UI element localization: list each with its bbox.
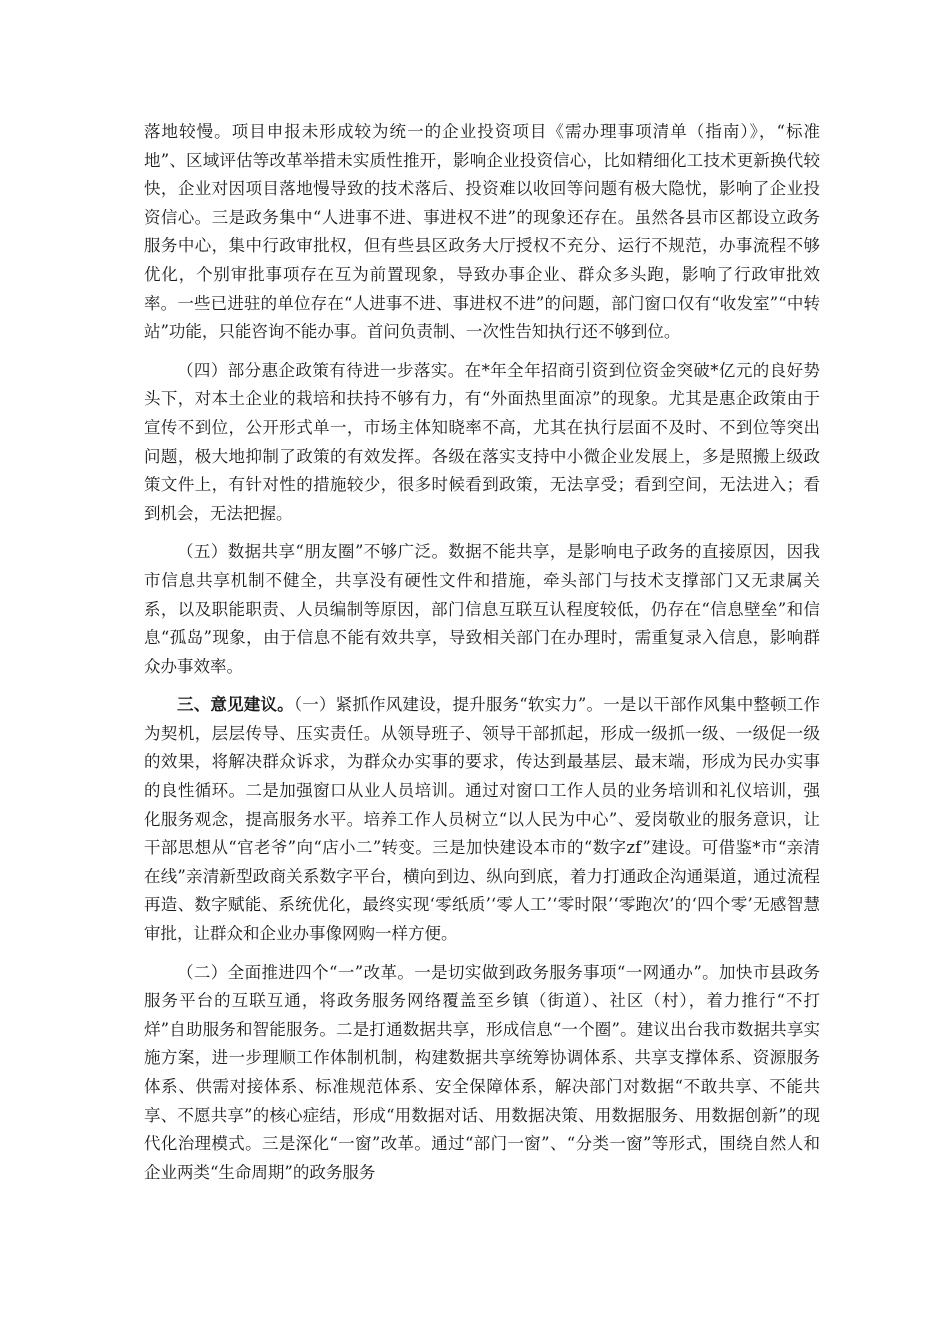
paragraph-2	[144, 357, 820, 529]
paragraph-5	[144, 959, 820, 1188]
paragraph-2-text: （四）部分惠企政策有待进一步落实。在*年全年招商引资到位资金突破*亿元的良好势头下，对本土企业的栽培和扶持不够有力，有“外面热里面凉”的现象。尤其是惠企政策由于宣传不到位，公开形式单一，市场主体知晓率不高，尤其在执行层面不及时、不到位等突出问题，极大地抑制了政策的有效发挥。各级在落实支持中小微企业发展上，多是照搬上级政策文件上，有针对性的措施较少，很多时候看到政策，无法享受；看到空间，无法进入；看到机会，无法把握。	[144, 360, 820, 523]
paragraph-3-text: （五）数据共享“朋友圈”不够广泛。数据不能共享，是影响电子政务的直接原因，因我市信息共享机制不健全，共享没有硬性文件和措施，牵头部门与技术支撑部门又无隶属关系，以及职能职责、人员编制等原因，部门信息互联互认程度较低，仍存在“信息壁垒”和信息“孤岛”现象，由于信息不能有效共享，导致相关部门在办理时，需重复录入信息，影响群众办事效率。	[144, 542, 820, 676]
paragraph-1	[144, 118, 820, 347]
document-body	[144, 118, 820, 1197]
section-heading: 三、意见建议。	[177, 695, 294, 715]
paragraph-4-text: （一）紧抓作风建设，提升服务“软实力”。一是以干部作风集中整顿工作为契机，层层传导、压实责任。从领导班子、领导干部抓起，形成一级抓一级、一级促一级的效果，将解决群众诉求，为群众办实事的要求，传达到最基层、最末端，形成为民办实事的良性循环。二是加强窗口从业人员培训。通过对窗口工作人员的业务培训和礼仪培训，强化服务观念，提高服务水平。培养工作人员树立“以人民为中心”、爱岗敬业的服务意识，让干部思想从“官老爷”向“店小二”转变。三是加快建设本市的“数字zf”建设。可借鉴*市“亲清在线”亲清新型政商关系数字平台，横向到边、纵向到底，着力打通政企沟通渠道，通过流程再造、数字赋能、系统优化，最终实现‘零纸质’‘零人工’‘零时限’‘零跑次’的‘四个零’无感智慧审批，让群众和企业办事像网购一样方便。	[144, 695, 820, 944]
paragraph-4	[144, 691, 820, 948]
paragraph-3	[144, 538, 820, 681]
paragraph-1-text: 落地较慢。项目申报未形成较为统一的企业投资项目《需办理事项清单（指南）》，“标准地”、区域评估等改革举措未实质性推开，影响企业投资信心，比如精细化工技术更新换代较快，企业对因项目落地慢导致的技术落后、投资难以收回等问题有极大隐忧，影响了企业投资信心。三是政务集中“人进事不进、事进权不进”的现象还存在。虽然各县市区都设立政务服务中心，集中行政审批权，但有些县区政务大厅授权不充分、运行不规范，办事流程不够优化，个别审批事项存在互为前置现象，导致办事企业、群众多头跑，影响了行政审批效率。一些已进驻的单位存在“人进事不进、事进权不进”的问题，部门窗口仅有“收发室”“中转站”功能，只能咨询不能办事。首问负责制、一次性告知执行还不够到位。	[144, 122, 820, 342]
paragraph-5-text: （二）全面推进四个“一”改革。一是切实做到政务服务事项“一网通办”。加快市县政务服务平台的互联互通，将政务服务网络覆盖至乡镇（街道）、社区（村），着力推行“不打烊”自助服务和智能服务。二是打通数据共享，形成信息“一个圈”。建议出台我市数据共享实施方案，进一步理顺工作体制机制，构建数据共享统筹协调体系、共享支撑体系、资源服务体系、供需对接体系、标准规范体系、安全保障体系，解决部门对数据“不敢共享、不能共享、不愿共享”的核心症结，形成“用数据对话、用数据决策、用数据服务、用数据创新”的现代化治理模式。三是深化“一窗”改革。通过“部门一窗”、“分类一窗”等形式，围绕自然人和企业两类“生命周期”的政务服务	[144, 962, 820, 1182]
